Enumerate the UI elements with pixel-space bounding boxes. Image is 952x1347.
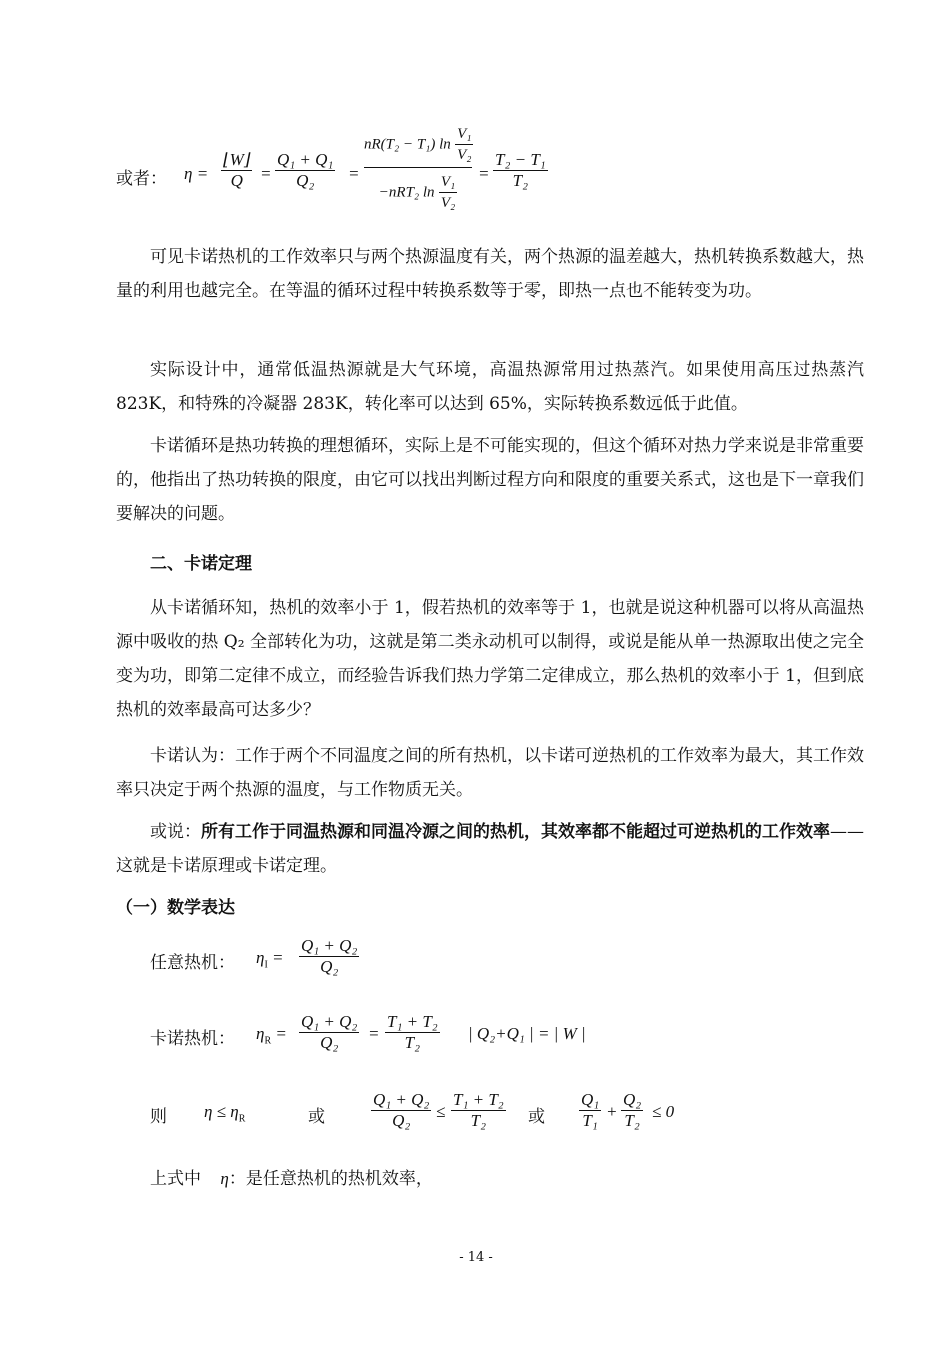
paragraph-second-law: 从卡诺循环知，热机的效率小于 1，假若热机的效率等于 1，也就是说这种机器可以将从高温热源中吸收的热 Q₂ 全部转化为功，这就是第二类永动机可以制得，或说是能从单一热源取出使之完全变为功，即第二定律不成立，而经验告诉我们热力学第二定律成立，那么热机的效率小于 1，但到底热机的效率最高可达多少？: [116, 598, 864, 720]
big-fraction: nR(T₂ − T₁) ln $\frac{\text{V₁}}{\text{V₂}}$ −nRT₂ ln $\frac{\text{V₁}}{\text{V₂}}$: [364, 126, 472, 211]
paragraph-design: 实际设计中，通常低温热源就是大气环境，高温热源常用过热蒸汽。如果使用高压过热蒸汽 823K，和特殊的冷凝器 283K，转化率可以达到 65%，实际转换系数远低于此值。: [116, 360, 864, 414]
paragraph-carnot-principle: 或说：所有工作于同温热源和同温冷源之间的热机，其效率都不能超过可逆热机的工作效率——这就是卡诺原理或卡诺定理。: [116, 822, 864, 876]
document-page: 或者： η = $\frac{⌊W⌋}{Q}$ = $\frac{\text{Q₁ + Q₁}}{\text{Q₂}}$ = nR(T₂ − T₁) ln $\frac{\text{V₁}}{\text{V₂}}$ −nRT₂ ln $\frac{\text{V₁}}{\text{V₂}}$ = $\frac{\text{T₂ − T₁}}{\text{T₂}}$ 可见卡诺热机的工作效率只与两个热源温度有关，两个热源的温差越大，热机转换系数越大，热量的利用也越完全。在等温的循环过程中转换系数等于零，即热一点也不能转变为功。 实际设计中，通常低温热源就是大气环境，高温热源常用过热蒸汽。如果使用高压过热蒸汽 823K，和特殊的冷凝器 283K，转化率可以达到 65%，实际转换系数远低于此值。 卡诺循环是热功转换的理想循环，实际上是不可能实现的，但这个循环对热力学来说是非常重要的，他指出了热功转换的限度，由它可以找出判断过程方向和限度的重要关系式，这也是下一章我们要解决的问题。 二、卡诺定理 从卡诺循环知，热机的效率小于 1，假若热机的效率等于 1，也就是说这种机器可以将从高温热源中吸收的热 Q₂ 全部转化为功，这就是第二类永动机可以制得，或说是能从单一热源取出使之完全变为功，即第二定律不成立，而经验告诉我们热力学第二定律成立，那么热机的效率小于 1，但到底热机的效率最高可达多少？ 卡诺认为：工作于两个不同温度之间的所有热机，以卡诺可逆热机的工作效率为最大，其工作效率只决定于两个热源的温度，与工作物质无关。 或说：所有工作于同温热源和同温冷源之间的热机，其效率都不能超过可逆热机的工作效率——这就是卡诺原理或卡诺定理。 （一）数学表达 任意热机： $\eta_I$ = $\frac{\text{Q₁ + Q₂}}{\text{Q₂}}$ 卡诺热机： $\eta_R$ = $\frac{\text{Q₁ + Q₂}}{\text{Q₂}}$ = $\frac{\text{T₁ + T₂}}{\text{T₂}}$ | Q₂+Q₁ | = | W | 则 $\eta \le \eta_R$ 或 $\frac{\text{Q₁ + Q₂}}{\text{Q₂}}$ ≤ $\frac{\text{T₁ + T₂}}{\text{T₂}}$ 或 $\frac{\text{Q₁}}{\text{T₁}}$ + $\frac{\text{Q₂}}{\text{T₂}}$ ≤ 0 上式中 η：是任意热机的热机效率， - 14 -: [0, 0, 952, 1347]
eta-symbol: η =: [184, 164, 209, 183]
fraction-q-sum: $\frac{\text{Q₁ + Q₁}}{\text{Q₂}}$: [277, 150, 334, 190]
fraction-w-over-q: $\frac{⌊W⌋}{Q}$: [223, 150, 251, 190]
formula-explanation: 上式中 η：是任意热机的热机效率，: [150, 1169, 433, 1189]
fraction-temperature: $\frac{\text{T₂ − T₁}}{\text{T₂}}$: [495, 150, 546, 190]
formula-lead: 或者：: [116, 169, 167, 189]
paragraph-carnot-efficiency: 可见卡诺热机的工作效率只与两个热源温度有关，两个热源的温差越大，热机转换系数越大，热量的利用也越完全。在等温的循环过程中转换系数等于零，即热一点也不能转变为功。: [116, 247, 864, 301]
subsection-heading-math: （一）数学表达: [116, 898, 235, 918]
section-heading-carnot-theorem: 二、卡诺定理: [150, 554, 252, 574]
page-number: - 14 -: [459, 1250, 493, 1265]
paragraph-ideal-cycle: 卡诺循环是热功转换的理想循环，实际上是不可能实现的，但这个循环对热力学来说是非常重要的，他指出了热功转换的限度，由它可以找出判断过程方向和限度的重要关系式，这也是下一章我们要解决的问题。: [116, 436, 864, 524]
paragraph-carnot-statement: 卡诺认为：工作于两个不同温度之间的所有热机，以卡诺可逆热机的工作效率为最大，其工作效率只决定于两个热源的温度，与工作物质无关。: [116, 746, 864, 800]
